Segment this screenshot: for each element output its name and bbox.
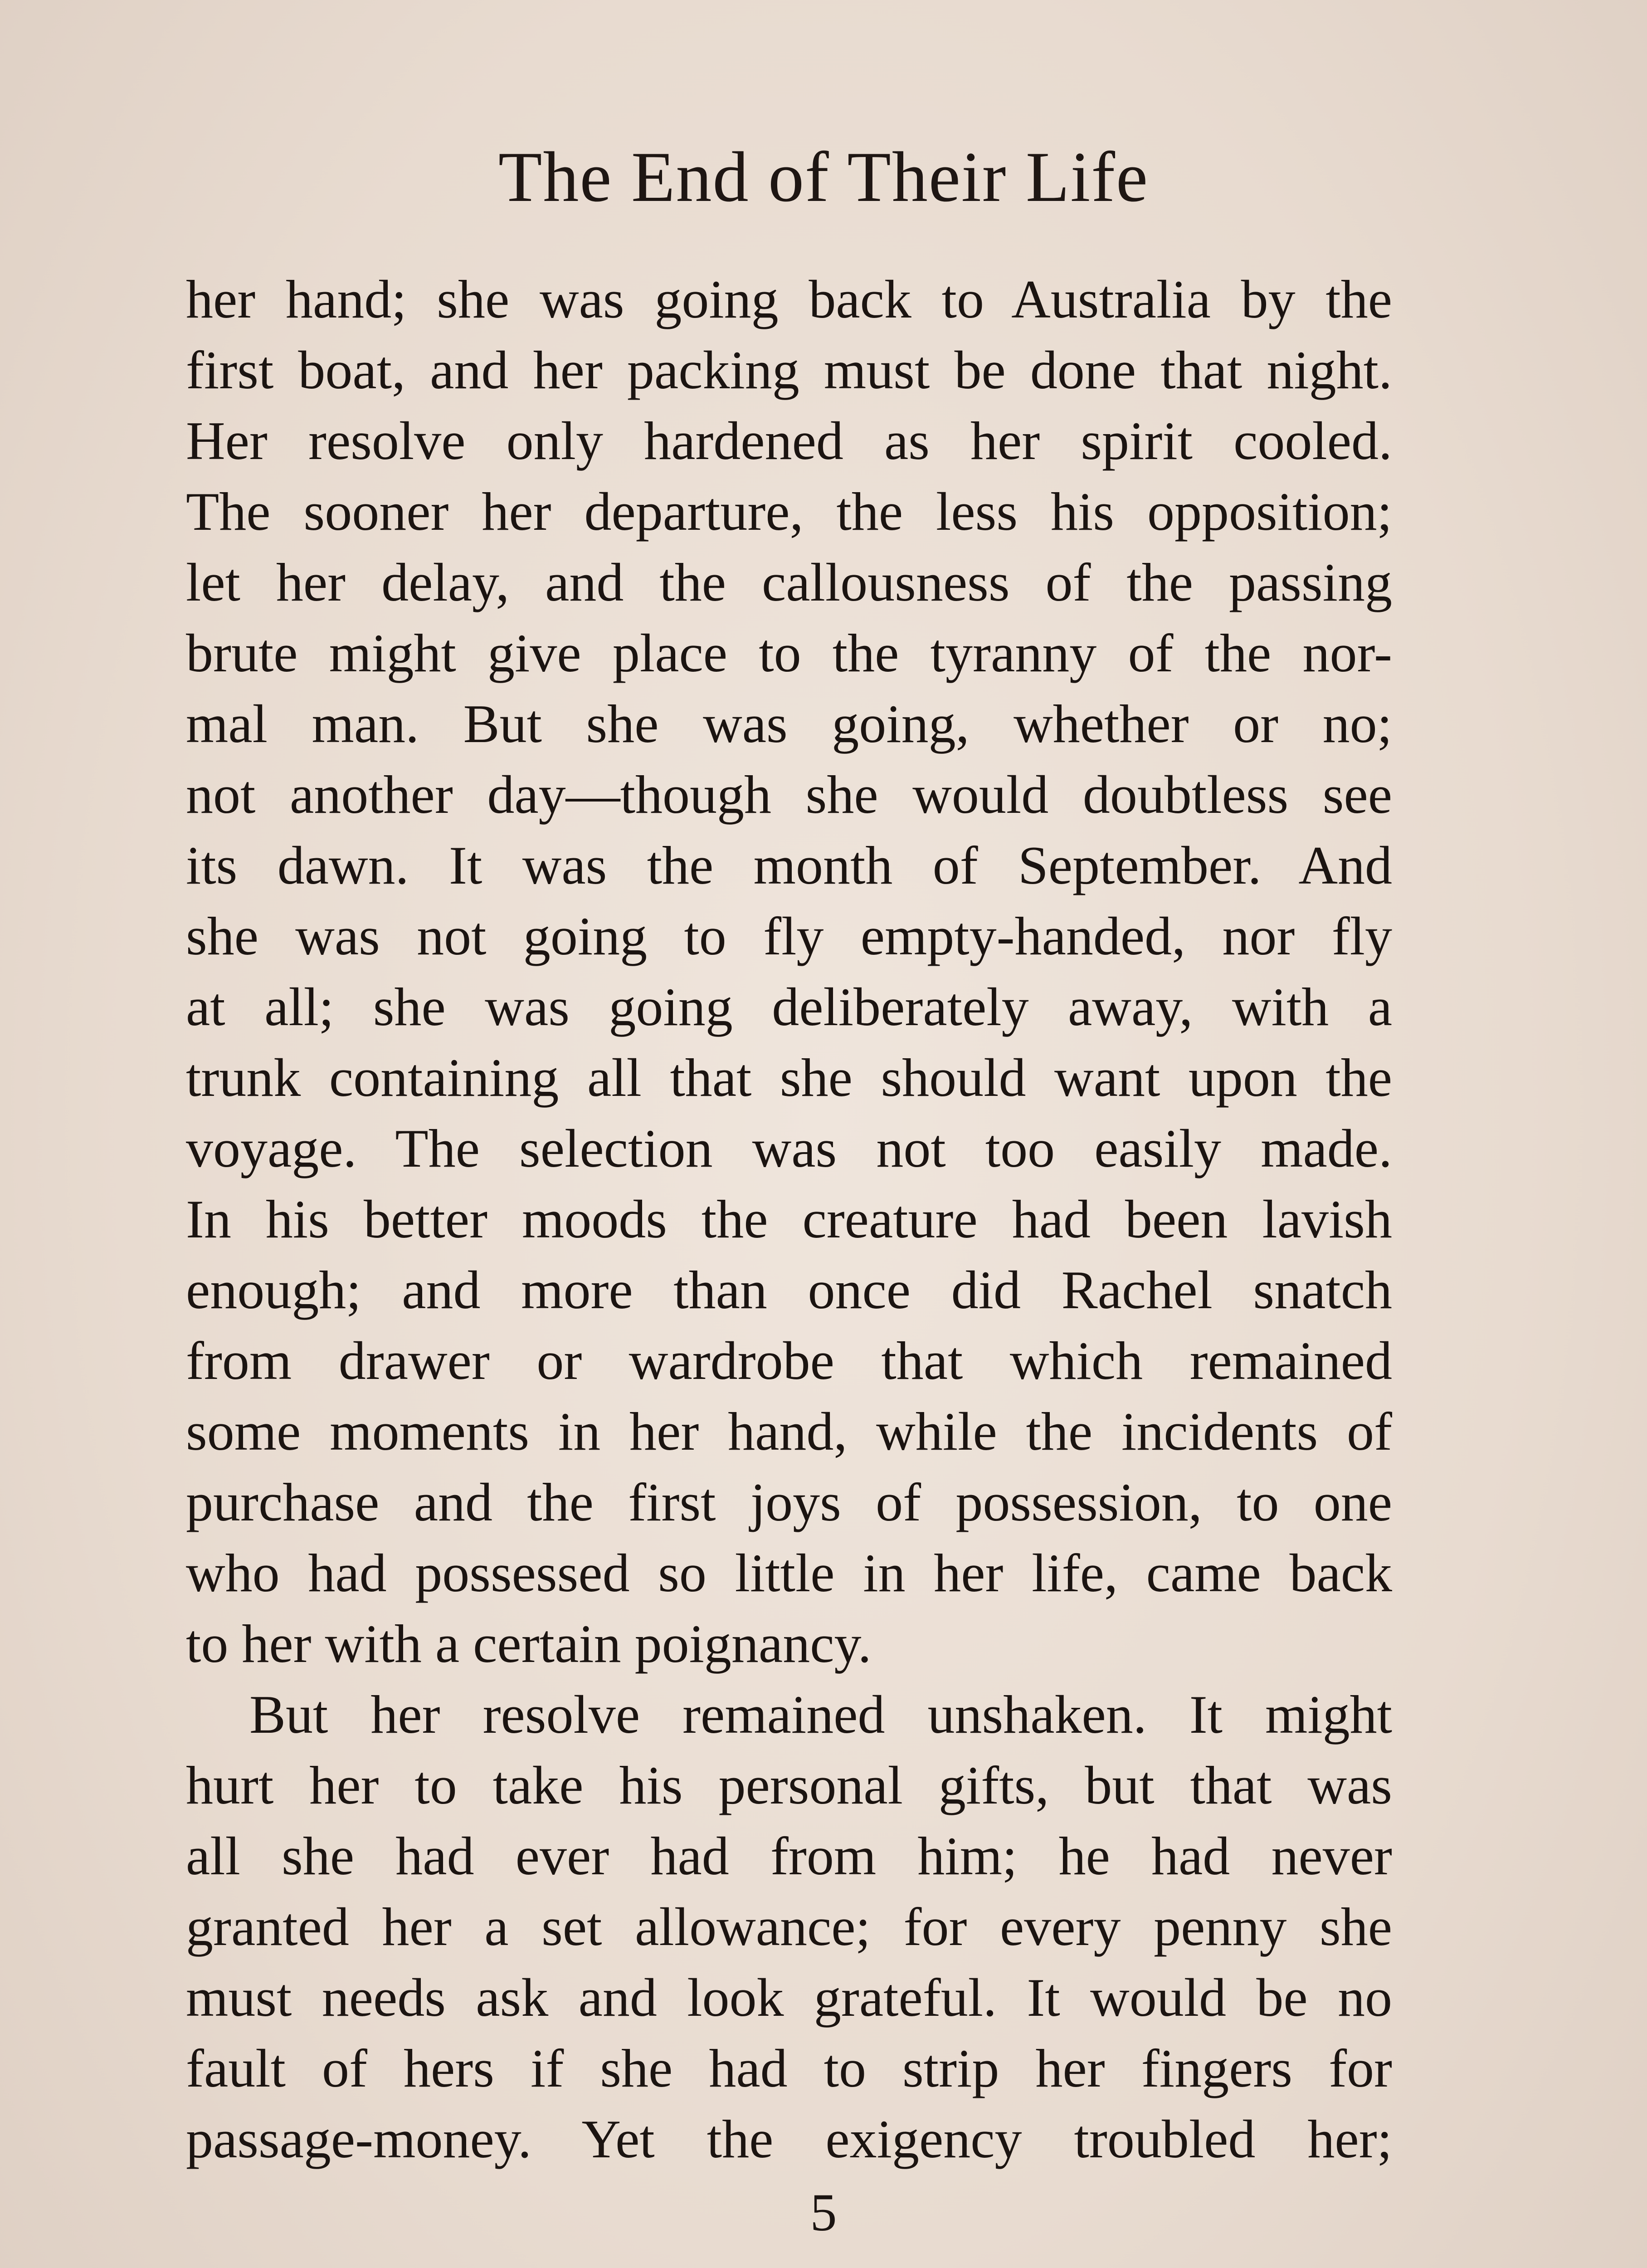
text-line: trunk containing all that she should want upon the [186, 1047, 1392, 1108]
text-line: all she had ever had from him; he had never [186, 1826, 1392, 1886]
text-line: purchase and the first joys of possession, to one [186, 1472, 1392, 1532]
running-head: The End of Their Life [498, 137, 1149, 217]
text-line: In his better moods the creature had been lavish [186, 1189, 1392, 1249]
body-text [186, 264, 1392, 2175]
text-line: its dawn. It was the month of September. And [186, 835, 1392, 895]
text-line: some moments in her hand, while the incidents of [186, 1401, 1392, 1461]
text-line: hurt her to take his personal gifts, but that was [186, 1755, 1392, 1815]
text-line: brute might give place to the tyranny of the nor- [186, 623, 1392, 683]
text-line: who had possessed so little in her life, came back [186, 1543, 1392, 1603]
text-line: mal man. But she was going, whether or no; [186, 694, 1392, 754]
text-line: her hand; she was going back to Australia by the [186, 269, 1392, 329]
text-line: to her with a certain poignancy. [186, 1613, 872, 1674]
text-line: not another day—though she would doubtless see [186, 764, 1392, 825]
text-line: passage-money. Yet the exigency troubled her; [186, 2109, 1392, 2169]
text-line: must needs ask and look grateful. It would be no [186, 1967, 1392, 2028]
text-line: The sooner her departure, the less his opposition; [186, 481, 1392, 542]
text-line: But her resolve remained unshaken. It might [249, 1684, 1392, 1745]
text-line: enough; and more than once did Rachel snatch [186, 1260, 1392, 1320]
text-line: let her delay, and the callousness of the passing [186, 552, 1392, 612]
text-line: voyage. The selection was not too easily made. [186, 1118, 1392, 1178]
text-line: she was not going to fly empty-handed, nor fly [186, 906, 1392, 966]
text-line: fault of hers if she had to strip her fingers for [186, 2038, 1392, 2098]
text-line: from drawer or wardrobe that which remained [186, 1330, 1392, 1391]
text-line: Her resolve only hardened as her spirit cooled. [186, 411, 1392, 471]
text-line: first boat, and her packing must be done that night. [186, 340, 1392, 400]
text-line: granted her a set allowance; for every penny she [186, 1897, 1392, 1957]
text-line: at all; she was going deliberately away, with a [186, 977, 1392, 1037]
page-number: 5 [810, 2183, 837, 2242]
